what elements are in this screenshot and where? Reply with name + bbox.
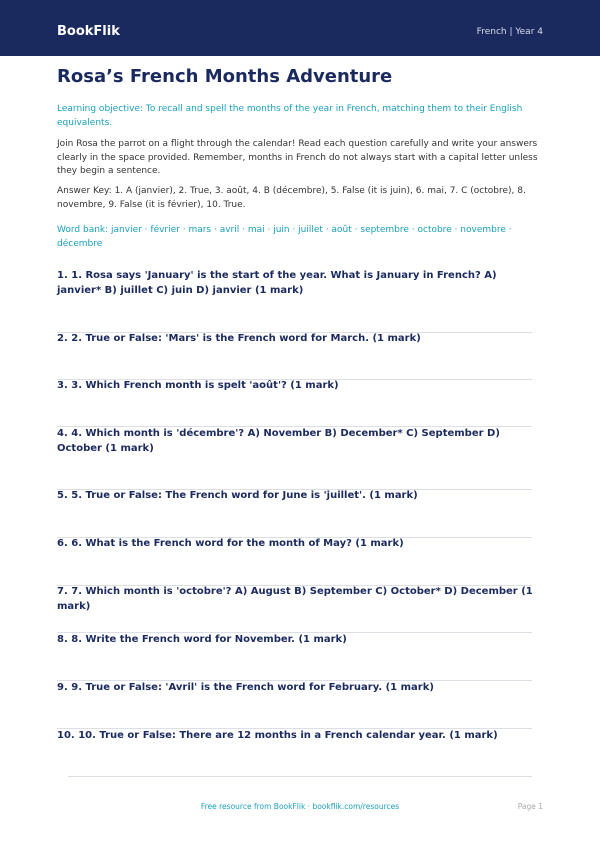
question-5: 5. 5. True or False: The French word for June is 'juillet'. (1 mark) bbox=[57, 490, 418, 501]
question-9: 9. 9. True or False: 'Avril' is the French word for February. (1 mark) bbox=[57, 682, 434, 693]
brand-logo[interactable]: BookFlik bbox=[57, 24, 120, 39]
answer-key: Answer Key: 1. A (janvier), 2. True, 3. août, 4. B (décembre), 5. False (it is juin), 6. mai, 7. C (octobre), 8. novembre, 9. False (it is février), 10. True. bbox=[57, 186, 526, 210]
question-2: 2. 2. True or False: 'Mars' is the French word for March. (1 mark) bbox=[57, 333, 421, 344]
word-bank: Word bank: janvier · février · mars · avril · mai · juin · juillet · août · septembre · octobre · novembre · décembre bbox=[57, 225, 512, 249]
page-header bbox=[0, 0, 600, 56]
question-3: 3. 3. Which French month is spelt 'août'? (1 mark) bbox=[57, 380, 339, 391]
footer-divider bbox=[68, 776, 532, 777]
footer-credit[interactable]: Free resource from BookFlik · bookflik.com/resources bbox=[200, 802, 400, 811]
subject-year-label: French | Year 4 bbox=[476, 27, 543, 37]
question-4: 4. 4. Which month is 'décembre'? A) November B) December* C) September D) October (1 mark) bbox=[57, 428, 500, 454]
intro-paragraph: Join Rosa the parrot on a flight through the calendar! Read each question carefully and write your answers clearly in the space provided. Remember, months in French do not always start with a capital letter unless they begin a sentence. bbox=[57, 139, 538, 176]
question-6: 6. 6. What is the French word for the month of May? (1 mark) bbox=[57, 538, 404, 549]
question-8: 8. 8. Write the French word for November. (1 mark) bbox=[57, 634, 347, 645]
question-7: 7. 7. Which month is 'octobre'? A) August B) September C) October* D) December (1 mark) bbox=[57, 586, 533, 612]
page-number: Page 1 bbox=[517, 802, 543, 811]
question-1: 1. 1. Rosa says 'January' is the start of the year. What is January in French? A) janvier* B) juillet C) juin D) janvier (1 mark) bbox=[57, 270, 497, 296]
page-title: Rosa’s French Months Adventure bbox=[57, 66, 393, 87]
question-10: 10. 10. True or False: There are 12 months in a French calendar year. (1 mark) bbox=[57, 730, 498, 741]
learning-objective: Learning objective: To recall and spell the months of the year in French, matching them to their English equivalents. bbox=[57, 104, 523, 128]
